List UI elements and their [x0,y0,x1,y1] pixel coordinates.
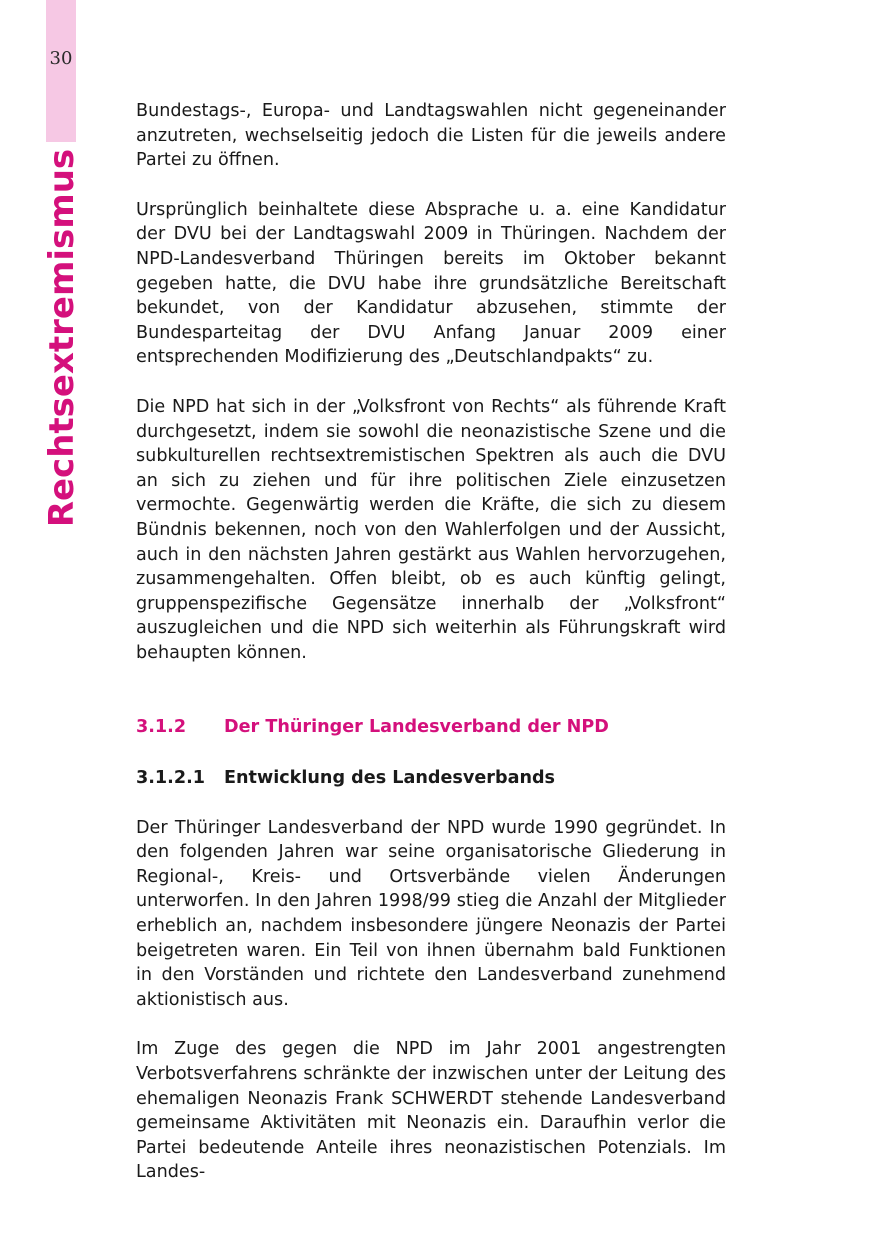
paragraph-1: Bundestags-, Europa- und Landtagswahlen nicht gegeneinander anzutreten, wechselseitig jedoch die Listen für die jeweils andere Partei zu öffnen. [136,101,726,171]
page-number-tab [46,0,76,142]
subsection-heading-number: 3.1.2.1 [136,768,206,789]
side-section-label: Rechtsextremismus [42,148,82,528]
paragraph-5: Im Zuge des gegen die NPD im Jahr 2001 angestrengten Verbotsverfahrens schränkte der inzwischen unter der Leitung des ehemaligen Neonazis Frank SCHWERDT stehende Landesverband gemeinsame Aktivitäten mit Neonazis ein. Daraufhin verlor die Partei bedeutende Anteile ihres neonazistischen Potenzials. Im Landes- [136,1039,726,1183]
section-heading [136,715,726,740]
section-heading-title: Der Thüringer Landesverband der NPD [224,717,609,738]
subsection-heading-title: Entwicklung des Landesverbands [224,768,556,789]
subsection-heading [136,766,726,791]
page-number: 30 [49,48,73,69]
paragraph-4: Der Thüringer Landesverband der NPD wurde 1990 gegründet. In den folgenden Jahren war seine organisatorische Gliederung in Regional-, Kreis- und Ortsverbände vielen Änderungen unterworfen. In den Jahren 1998/99 stieg die Anzahl der Mitglieder erheblich an, nachdem insbesondere jüngere Neonazis der Partei beigetreten waren. Ein Teil von ihnen übernahm bald Funktionen in den Vorständen und richtete den Landesverband zunehmend aktionistisch aus. [136,817,726,1010]
section-heading-number: 3.1.2 [136,717,187,738]
paragraph-2: Ursprünglich beinhaltete diese Absprache u. a. eine Kandidatur der DVU bei der Landtagswahl 2009 in Thüringen. Nachdem der NPD-Landesverband Thüringen bereits im Oktober bekannt gegeben hatte, die DVU habe ihre grundsätzliche Bereitschaft bekundet, von der Kandidatur abzusehen, stimmte der Bundesparteitag der DVU Anfang Januar 2009 einer entsprechenden Modifizierung des „Deutschlandpakts“ zu. [136,199,726,368]
paragraph-3: Die NPD hat sich in der „Volksfront von Rechts“ als führende Kraft durchgesetzt, indem sie sowohl die neonazistische Szene und die subkulturellen rechtsextremistischen Spektren als auch die DVU an sich zu ziehen und für ihre politischen Ziele einzusetzen vermochte. Gegenwärtig werden die Kräfte, die sich zu diesem Bündnis bekennen, noch von den Wahlerfolgen und der Aussicht, auch in den nächsten Jahren gestärkt aus Wahlen hervorzugehen, zusammengehalten. Offen bleibt, ob es auch künftig gelingt, gruppenspezifische Gegensätze innerhalb der „Volksfront“ auszugleichen und die NPD sich weiterhin als Führungskraft wird behaupten können. [136,396,726,663]
page-content [136,99,726,1185]
